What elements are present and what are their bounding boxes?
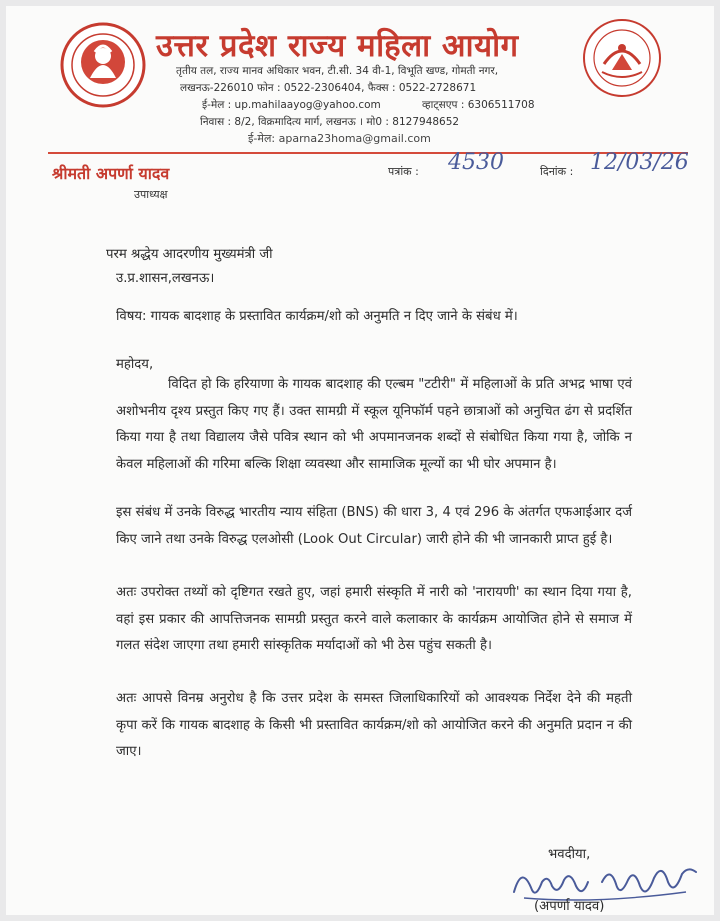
letter-page bbox=[6, 6, 714, 915]
patrank-value: 4530 bbox=[448, 150, 504, 175]
whatsapp-number: व्हाट्सएप : 6306511708 bbox=[422, 99, 535, 111]
paragraph-2: इस संबंध में उनके विरुद्ध भारतीय न्याय संहिता (BNS) की धारा 3, 4 एवं 296 के अंतर्गत एफआईआर दर्ज किए जाने तथा उनके विरुद्ध एलओसी (Look Out Circular) जारी होने की भी जानकारी प्राप्त हुई है। bbox=[116, 505, 632, 547]
paragraph-1: विदित हो कि हरियाणा के गायक बादशाह की एल्बम "टटीरी" में महिलाओं के प्रति अभद्र भाषा एवं अशोभनीय दृश्य प्रस्तुत किए गए हैं। उक्त सामग्री में स्कूल यूनिफॉर्म पहने छात्राओं को अनुचित ढंग से प्रदर्शित किया गया है तथा विद्यालय जैसे पवित्र स्थान को भी अपमानजनक शब्दों से संबोधित किया गया है, जोकि न केवल महिलाओं की गरिमा बल्कि शिक्षा व्यवस्था और सामाजिक मूल्यों का भी घोर अपमान है। bbox=[116, 377, 632, 472]
addressee-line-2: उ.प्र.शासन,लखनऊ। bbox=[116, 271, 215, 286]
state-emblem-icon bbox=[582, 18, 662, 98]
organization-title: उत्तर प्रदेश राज्य महिला आयोग bbox=[156, 28, 519, 64]
residence-address: निवास : 8/2, विक्रमादित्य मार्ग, लखनऊ । मो0 : 8127948652 bbox=[200, 116, 460, 128]
address-line-2: लखनऊ-226010 फोन : 0522-2306404, फैक्स : 0522-2728671 bbox=[180, 82, 477, 94]
sender-name: श्रीमती अपर्णा यादव bbox=[52, 164, 170, 183]
subject-line: विषय: गायक बादशाह के प्रस्तावित कार्यक्रम/शो को अनुमति न दिए जाने के संबंध में। bbox=[116, 309, 518, 324]
office-email: ई-मेल : up.mahilaayog@yahoo.com bbox=[202, 99, 381, 111]
signatory-name: (अपर्णा यादव) bbox=[534, 899, 605, 914]
dinank-value: 12/03/26 bbox=[590, 150, 689, 175]
paragraph-3: अतः उपरोक्त तथ्यों को दृष्टिगत रखते हुए, जहां हमारी संस्कृति में नारी को 'नारायणी' का स्थान दिया गया है, वहां इस प्रकार की आपत्तिजनक सामग्री प्रस्तुत करने वाले कलाकार के कार्यक्रम आयोजित होने से समाज में गलत संदेश जाएगा तथा हमारी सांस्कृतिक मर्यादाओं को भी ठेस पहुंच सकती है। bbox=[116, 585, 632, 653]
address-line-1: तृतीय तल, राज्य मानव अधिकार भवन, टी.सी. 34 वी-1, विभूति खण्ड, गोमती नगर, bbox=[176, 65, 499, 77]
addressee-line-1: परम श्रद्धेय आदरणीय मुख्यमंत्री जी bbox=[106, 247, 273, 262]
dinank-label: दिनांक : bbox=[540, 165, 574, 178]
commission-logo-icon bbox=[60, 22, 146, 108]
personal-email: ई-मेल: aparna23homa@gmail.com bbox=[248, 132, 431, 145]
valediction: भवदीया, bbox=[548, 847, 591, 862]
patrank-label: पत्रांक : bbox=[388, 165, 419, 178]
paragraph-4: अतः आपसे विनम्र अनुरोध है कि उत्तर प्रदेश के समस्त जिलाधिकारियों को आवश्यक निर्देश देने की महती कृपा करें कि गायक बादशाह के किसी भी प्रस्तावित कार्यक्रम/शो को आयोजित करने की अनुमति प्रदान न की जाए। bbox=[116, 691, 632, 759]
sender-designation: उपाध्यक्ष bbox=[134, 188, 168, 201]
salutation: महोदय, bbox=[116, 357, 154, 372]
